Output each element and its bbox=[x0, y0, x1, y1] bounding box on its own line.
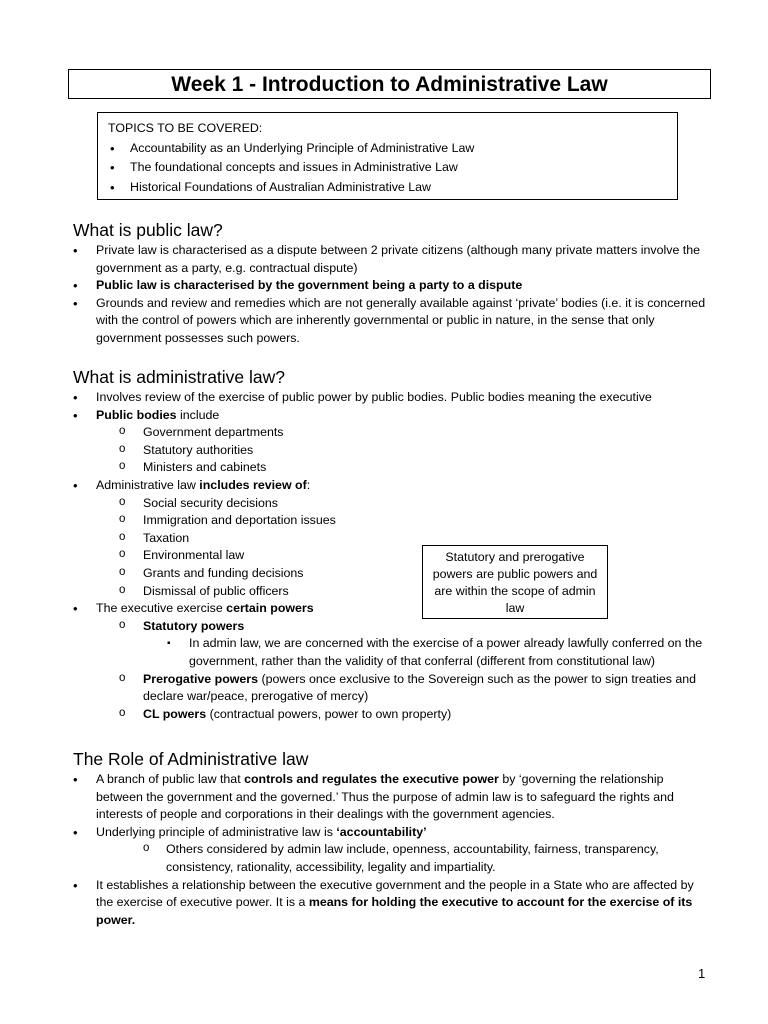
sub-bullet-item: o Grants and funding decisions bbox=[73, 565, 713, 583]
bold-text: means for holding the executive to account for the exercise of its power. bbox=[96, 895, 693, 927]
bold-text: Public law is characterised by the government being a party to a dispute bbox=[96, 278, 523, 293]
bold-text: includes review of bbox=[199, 477, 307, 492]
bold-text: Statutory powers bbox=[143, 618, 245, 633]
bullet-item bbox=[73, 277, 713, 295]
sub-bullet-item: o Government departments bbox=[73, 424, 713, 442]
text: : bbox=[306, 477, 311, 492]
bullet-item bbox=[73, 477, 713, 495]
sub-bullet-item: o Statutory authorities bbox=[73, 442, 713, 460]
sub-bullet-item bbox=[73, 618, 713, 636]
bold-text: certain powers bbox=[226, 601, 314, 616]
topic-item: • The foundational concepts and issues in Administrative Law bbox=[108, 158, 667, 178]
bullet-item: • Involves review of the exercise of public power by public bodies. Public bodies meaning the executive bbox=[73, 389, 713, 407]
section-public-law bbox=[73, 242, 713, 348]
callout-box: Statutory and prerogative powers are public powers and are within the scope of admin law bbox=[422, 545, 608, 619]
topic-item: • Historical Foundations of Australian Administrative Law bbox=[108, 178, 667, 198]
heading-public-law: What is public law? bbox=[73, 220, 223, 240]
text: Administrative law bbox=[96, 477, 200, 492]
page-title: Week 1 - Introduction to Administrative Law bbox=[68, 69, 711, 99]
topics-heading: TOPICS TO BE COVERED: bbox=[108, 121, 263, 135]
bullet-item bbox=[73, 877, 713, 930]
sub-bullet-item: o Social security decisions bbox=[73, 495, 713, 513]
text: It establishes a relationship between the executive government and the people in a State who are affected by the exercise of executive power. It is a bbox=[96, 877, 694, 910]
sub-bullet-item bbox=[73, 706, 713, 724]
bullet-item bbox=[73, 824, 713, 842]
bold-text: Public bodies bbox=[96, 407, 177, 422]
sub-bullet-item: o Taxation bbox=[73, 530, 713, 548]
sub-sub-bullet-item: ▪ In admin law, we are concerned with the exercise of a power already lawfully conferred on the government, rather than the validity of that conferral (different from constitutional law) bbox=[73, 635, 713, 670]
topic-item: • Accountability as an Underlying Principle of Administrative Law bbox=[108, 139, 667, 159]
heading-admin-law: What is administrative law? bbox=[73, 367, 286, 387]
sub-bullet-item bbox=[73, 671, 713, 706]
sub-bullet-item: o Dismissal of public officers bbox=[73, 583, 713, 601]
text: The executive exercise bbox=[96, 601, 227, 616]
heading-role: The Role of Administrative law bbox=[73, 749, 309, 769]
text: (contractual powers, power to own property) bbox=[206, 706, 452, 721]
section-admin-law bbox=[73, 389, 713, 723]
text: Underlying principle of administrative law is bbox=[96, 824, 337, 839]
page-number: 1 bbox=[698, 966, 706, 981]
bullet-item: • Private law is characterised as a dispute between 2 private citizens (although many private matters involve the government as a party, e.g. contractual dispute) bbox=[73, 242, 713, 277]
text: A branch of public law that bbox=[96, 772, 245, 786]
bold-text: controls and regulates the executive power bbox=[244, 772, 499, 786]
text: include bbox=[176, 407, 220, 422]
sub-bullet-item: o Ministers and cabinets bbox=[73, 459, 713, 477]
bullet-item bbox=[73, 407, 713, 425]
bold-text: ‘accountability’ bbox=[336, 824, 427, 839]
sub-bullet-item: o Environmental law bbox=[73, 547, 713, 565]
bullet-item: • Grounds and review and remedies which are not generally available against ‘private’ bodies (i.e. it is concerned with the control of powers which are inherently governmental or public in nature, in the sense that only government possesses such powers. bbox=[73, 295, 713, 348]
bold-text: CL powers bbox=[143, 706, 207, 721]
section-role bbox=[73, 771, 713, 929]
sub-bullet-item: o Immigration and deportation issues bbox=[73, 512, 713, 530]
text: by ‘governing the relationship between the government and the governed.’ Thus the purpose of admin law is to safeguard the rights and interests of people and corporations in their dealings with the government agencies. bbox=[96, 772, 674, 822]
sub-bullet-item: o Others considered by admin law include, openness, accountability, fairness, transparency, consistency, rationality, accessibility, legality and impartiality. bbox=[73, 841, 713, 876]
topics-box bbox=[97, 112, 678, 200]
text: (powers once exclusive to the Sovereign such as the power to sign treaties and declare war/peace, prerogative of mercy) bbox=[143, 671, 697, 704]
bullet-item bbox=[73, 771, 713, 824]
bullet-item bbox=[73, 600, 713, 618]
bold-text: Prerogative powers bbox=[143, 671, 259, 686]
